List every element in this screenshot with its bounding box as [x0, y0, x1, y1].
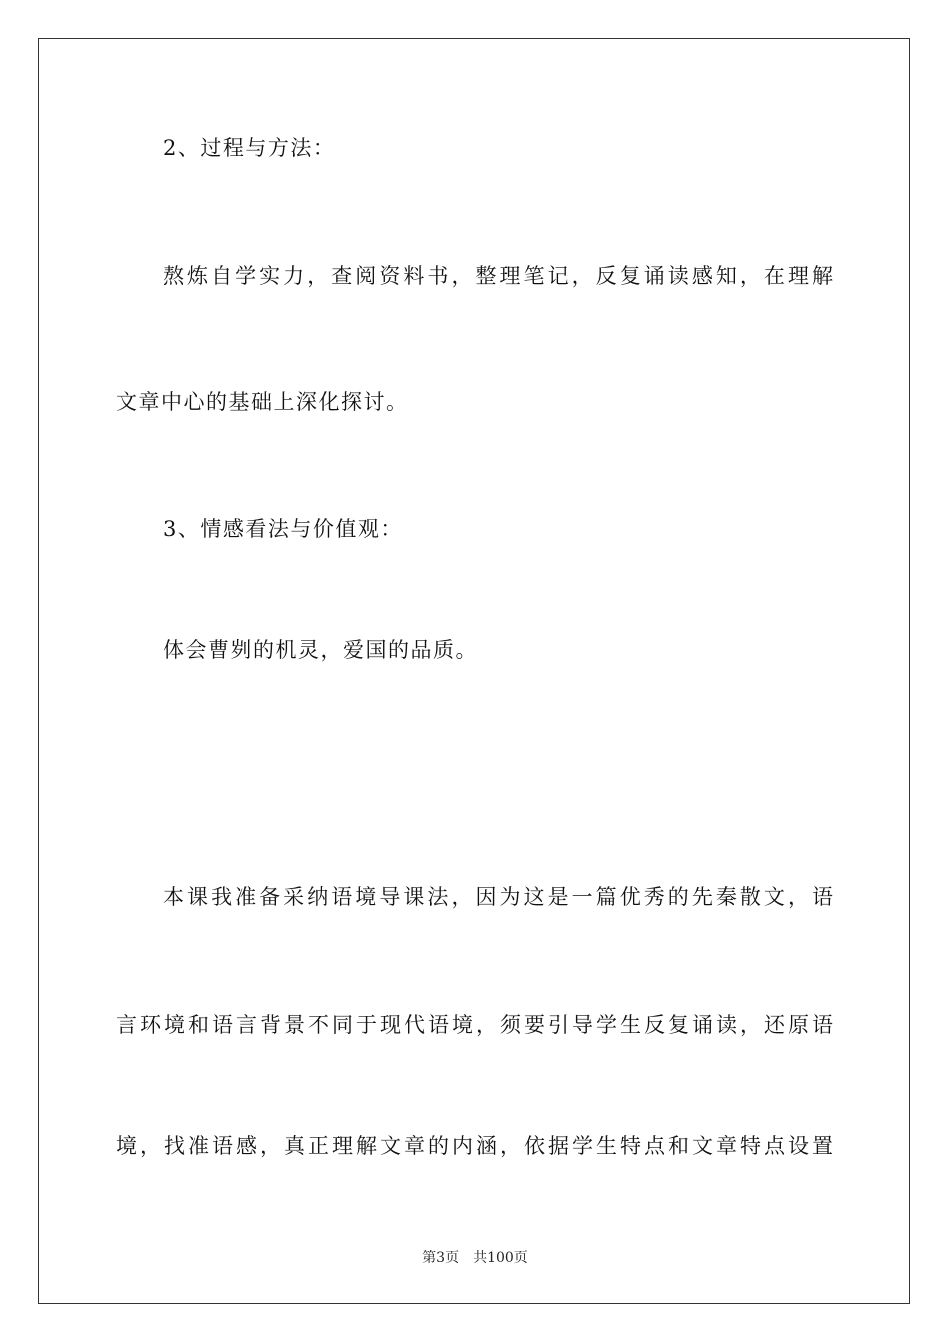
heading-emotion-values: 3、情感看法与价值观： — [163, 517, 403, 541]
paragraph-line: 熬炼自学实力，查阅资料书，整理笔记，反复诵读感知，在理解 — [163, 264, 833, 288]
paragraph-line: 体会曹刿的机灵，爱国的品质。 — [163, 638, 478, 662]
page-number-footer: 第3页 共100页 — [422, 1250, 528, 1266]
paragraph-line: 文章中心的基础上深化探讨。 — [116, 390, 409, 414]
page-frame — [38, 38, 910, 1304]
paragraph-line: 本课我准备采纳语境导课法，因为这是一篇优秀的先秦散文，语 — [163, 885, 833, 909]
paragraph-line: 境，找准语感，真正理解文章的内涵，依据学生特点和文章特点设置 — [116, 1134, 833, 1158]
paragraph-line: 言环境和语言背景不同于现代语境，须要引导学生反复诵读，还原语 — [116, 1013, 833, 1037]
heading-process-method: 2、过程与方法： — [163, 136, 336, 160]
